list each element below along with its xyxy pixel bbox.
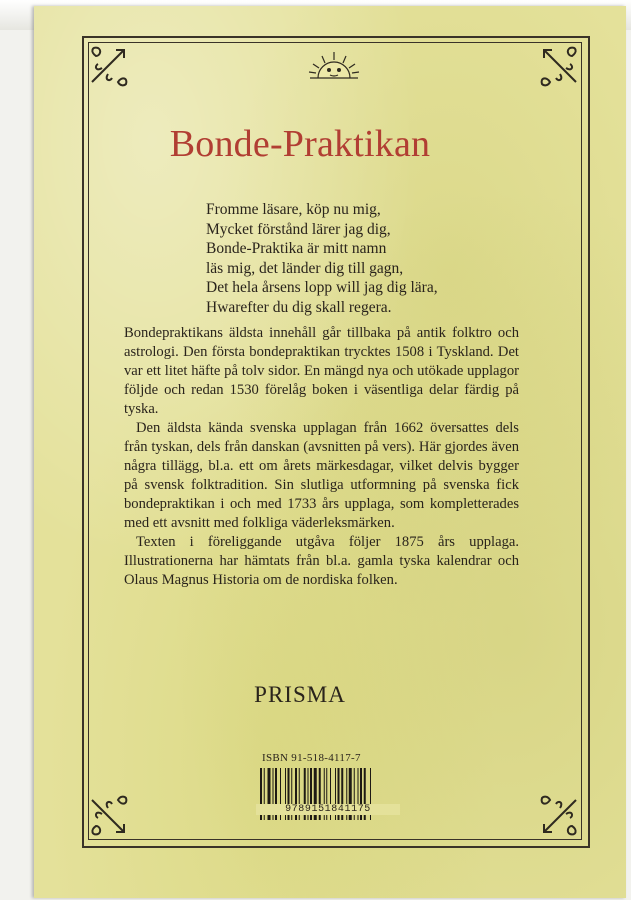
barcode-number: 9789151841175: [256, 804, 400, 815]
corner-ornament-icon: [86, 42, 132, 88]
blurb-paragraph: Den äldsta kända svenska upplagan från 1662 översattes dels från tyskan, dels från danskan (avsnitten på vers). Här gjordes även några tillägg, bl.a. ett om årets märkesdagar, vilket delvis bygger på svensk folktradition. Sin slutliga utformning på svenska fick bondepraktikan i och med 1733 års upplaga, som kompletterades med ett avsnitt med folkliga väderleksmärken.: [124, 420, 519, 531]
poem-line: Fromme läsare, köp nu mig,: [206, 201, 381, 218]
poem-line: läs mig, det länder dig till gagn,: [206, 259, 404, 277]
poem-line: Hwarefter du dig skall regera.: [206, 298, 392, 316]
poem-line: Mycket förstånd lärer jag dig,: [206, 220, 391, 238]
sun-face-icon: [306, 48, 362, 90]
blurb-text: [124, 324, 519, 590]
poem-line: Bonde-Praktika är mitt namn: [206, 240, 387, 257]
isbn-label: ISBN 91-518-4117-7: [262, 752, 361, 764]
poem-line: Det hela årsens lopp will jag dig lära,: [206, 279, 438, 296]
publisher-name: PRISMA: [254, 682, 346, 707]
blurb-paragraph: Bondepraktikans äldsta innehåll går tillbaka på antik folktro och astrologi. Den första bondepraktikan trycktes 1508 i Tyskland. Det var ett litet häfte på tolv sidor. En mängd nya och utökade upplagor följde och redan 1530 förelåg boken i väsentliga delar färdig på tyska.: [124, 325, 519, 417]
corner-ornament-icon: [86, 794, 132, 840]
corner-ornament-icon: [536, 794, 582, 840]
blurb-paragraph: Texten i föreliggande utgåva följer 1875 års upplaga. Illustrationerna har hämtats från bl.a. gamla tyska kalendrar och Olaus Magnus Historia om de nordiska folken.: [124, 534, 519, 588]
cover-poem: [206, 200, 536, 317]
book-title: Bonde-Praktikan: [169, 123, 431, 165]
corner-ornament-icon: [536, 42, 582, 88]
